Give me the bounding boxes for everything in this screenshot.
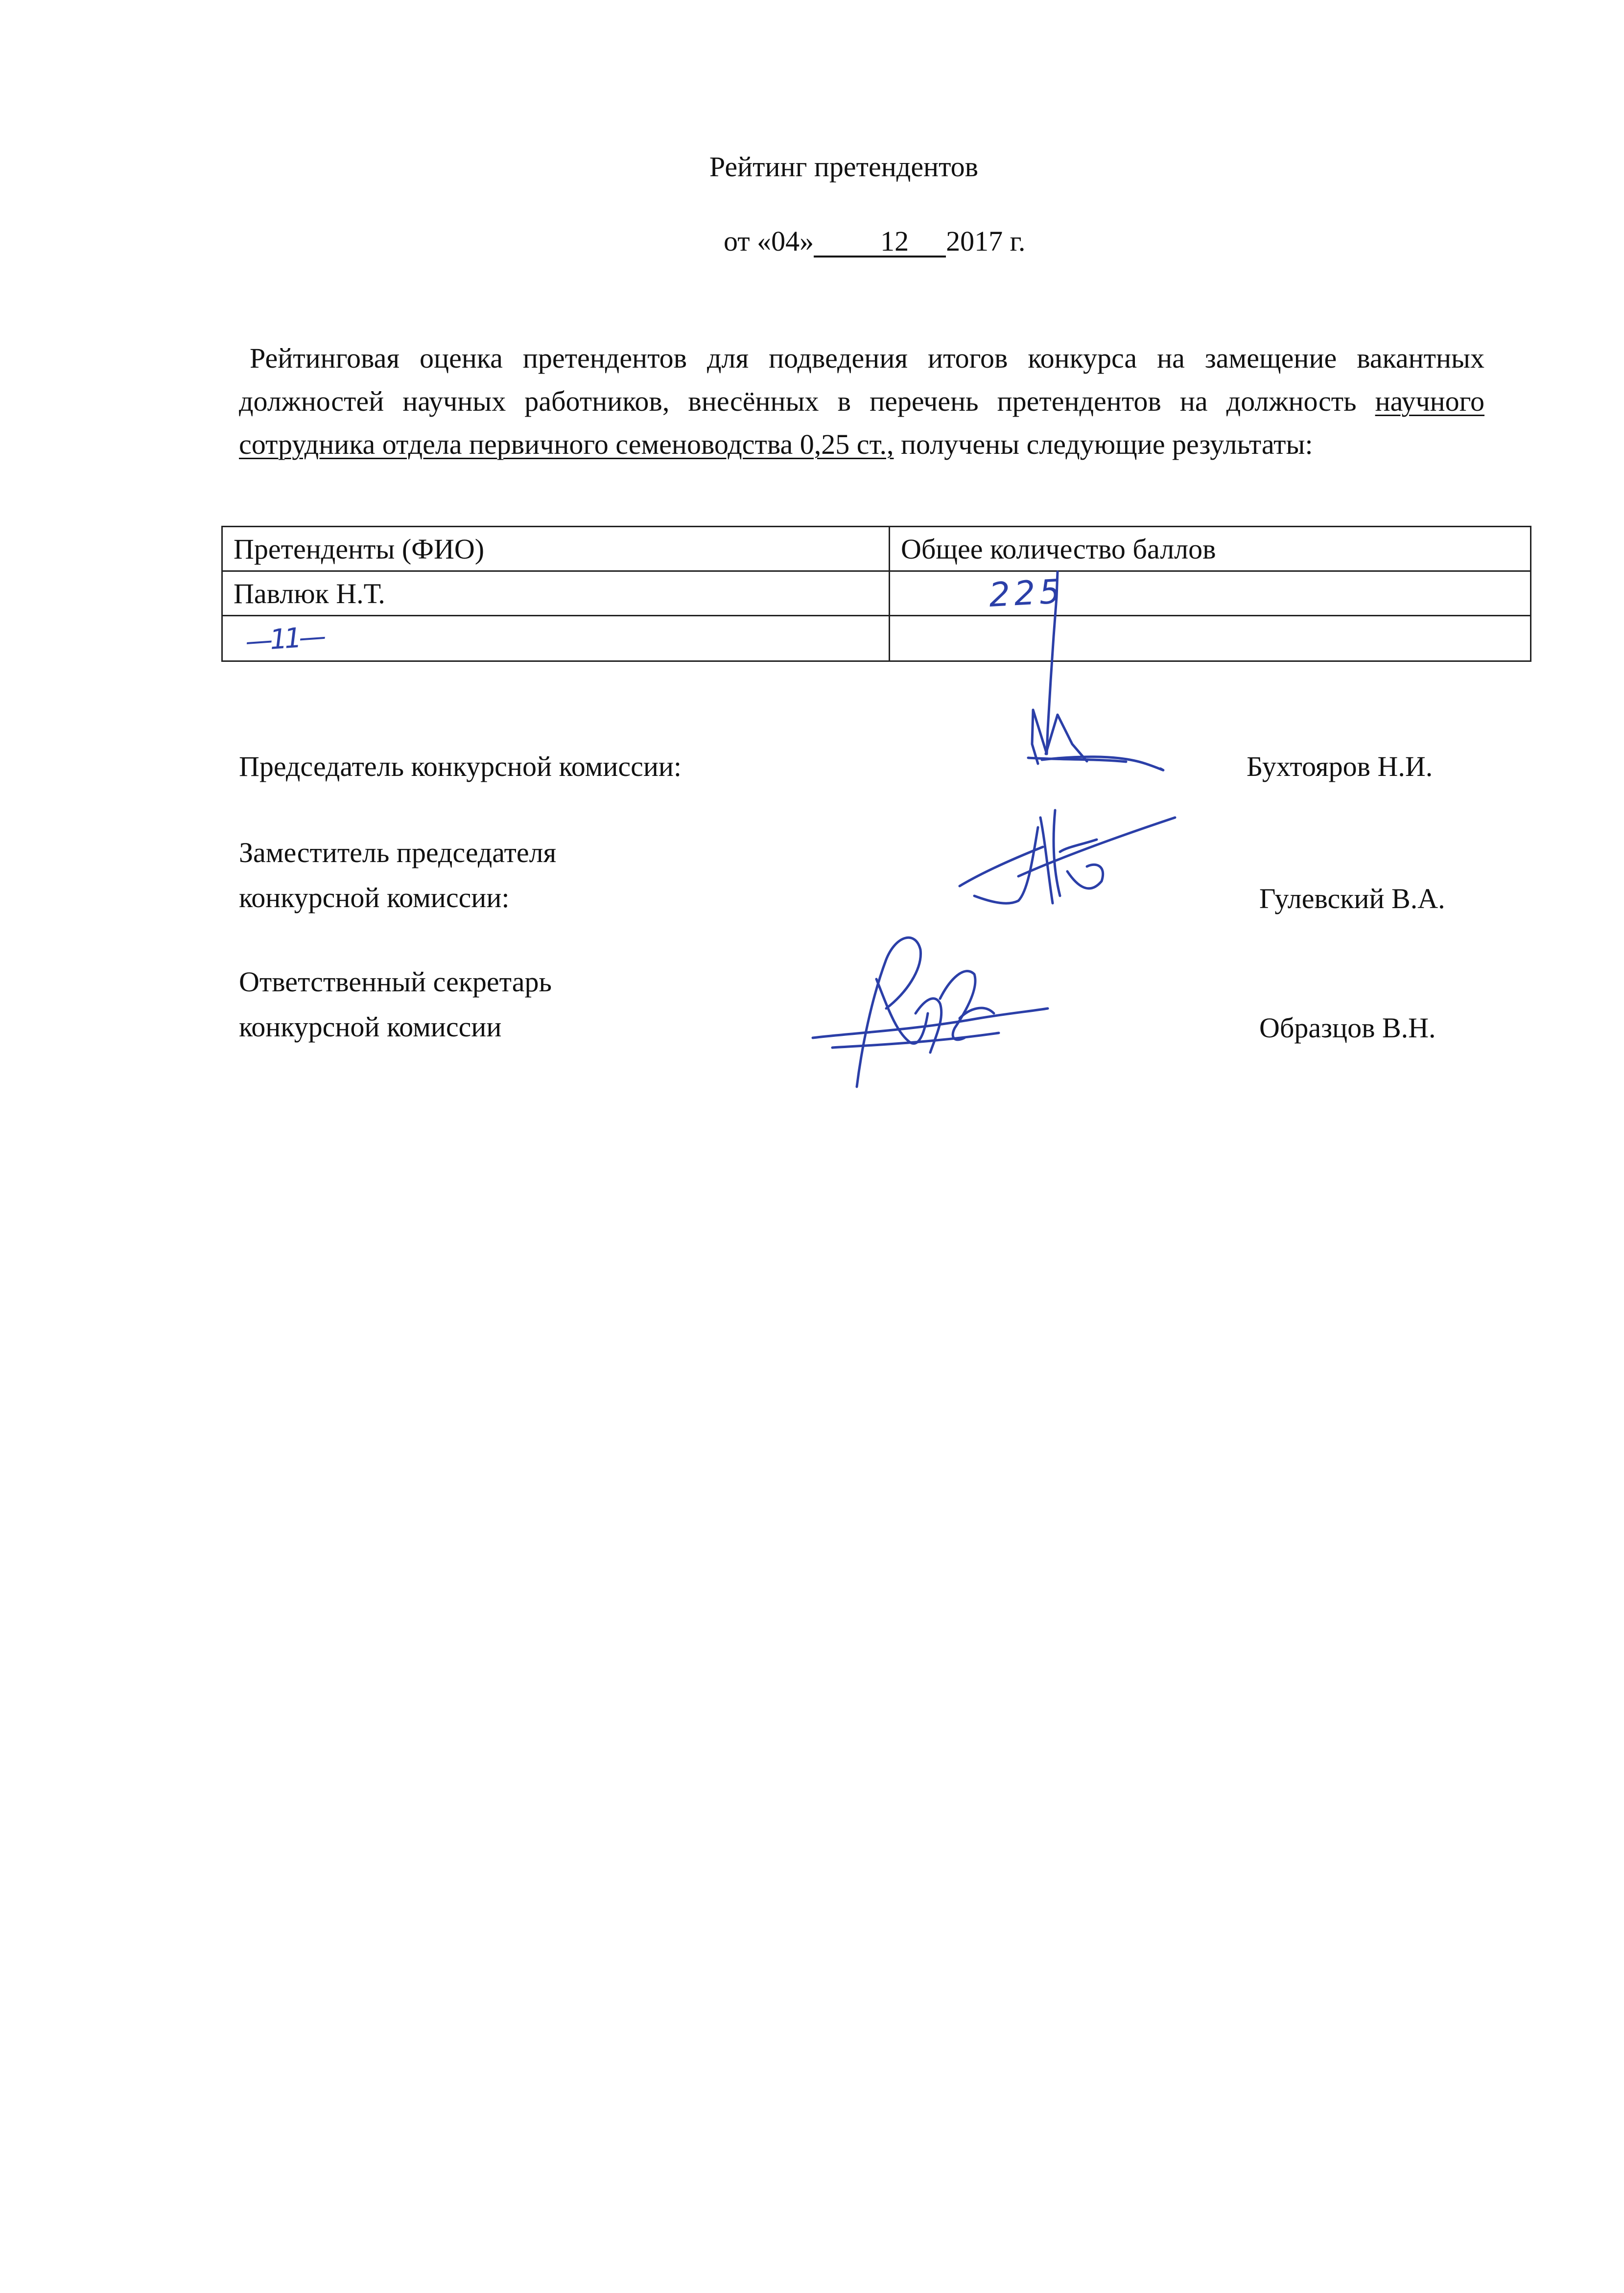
handwritten-signature-chairman [999,568,1204,783]
intro-text-before: Рейтинговая оценка претендентов для подведения итогов конкурса на замещение вакантных должностей научных работников, внесённых в перечень претендентов на должность [239,342,1484,417]
date-year: 2017 г. [946,225,1026,257]
date-prefix: от «04» [724,225,814,257]
role-line-2: конкурсной комиссии [239,1011,502,1043]
handwritten-signature-secretary [803,920,1058,1097]
table-cell-name [222,616,890,661]
table-row [222,571,1531,616]
date-month: 12 [868,227,921,257]
intro-text-after: получены следующие результаты: [894,428,1313,460]
date-blank-2 [921,227,946,257]
document-date [724,227,1025,257]
role-line-1: Председатель конкурсной комиссии: [239,750,682,782]
handwritten-signature-deputy [955,798,1190,925]
intro-position-underlined: научного сотрудника отдела первичного семеноводства 0,25 ст., [239,385,1484,460]
intro-paragraph [239,337,1484,466]
signature-name-deputy: Гулевский В.А. [1259,883,1445,914]
role-line-2: конкурсной комиссии: [239,882,510,913]
rating-table [221,526,1531,662]
signature-role-deputy [239,830,556,920]
table-cell-score [890,571,1531,616]
role-line-1: Ответственный секретарь [239,966,552,998]
table-cell-score [890,616,1531,661]
signature-role-chairman [239,744,682,789]
table-row [222,616,1531,661]
document-title: Рейтинг претендентов [709,151,979,183]
handwritten-ditto-mark: —11— [244,620,325,658]
table-header-cell: Общее количество баллов [890,527,1531,571]
signature-role-secretary [239,959,552,1050]
table-header-cell: Претенденты (ФИО) [222,527,890,571]
signature-name-secretary: Образцов В.Н. [1259,1012,1436,1044]
table-cell-name: Павлюк Н.Т. [222,571,890,616]
role-line-1: Заместитель председателя [239,837,557,868]
handwritten-score: 225 [988,572,1065,615]
signature-name-chairman: Бухтояров Н.И. [1247,750,1433,782]
date-blank-1 [814,227,868,257]
table-header-row [222,527,1531,571]
